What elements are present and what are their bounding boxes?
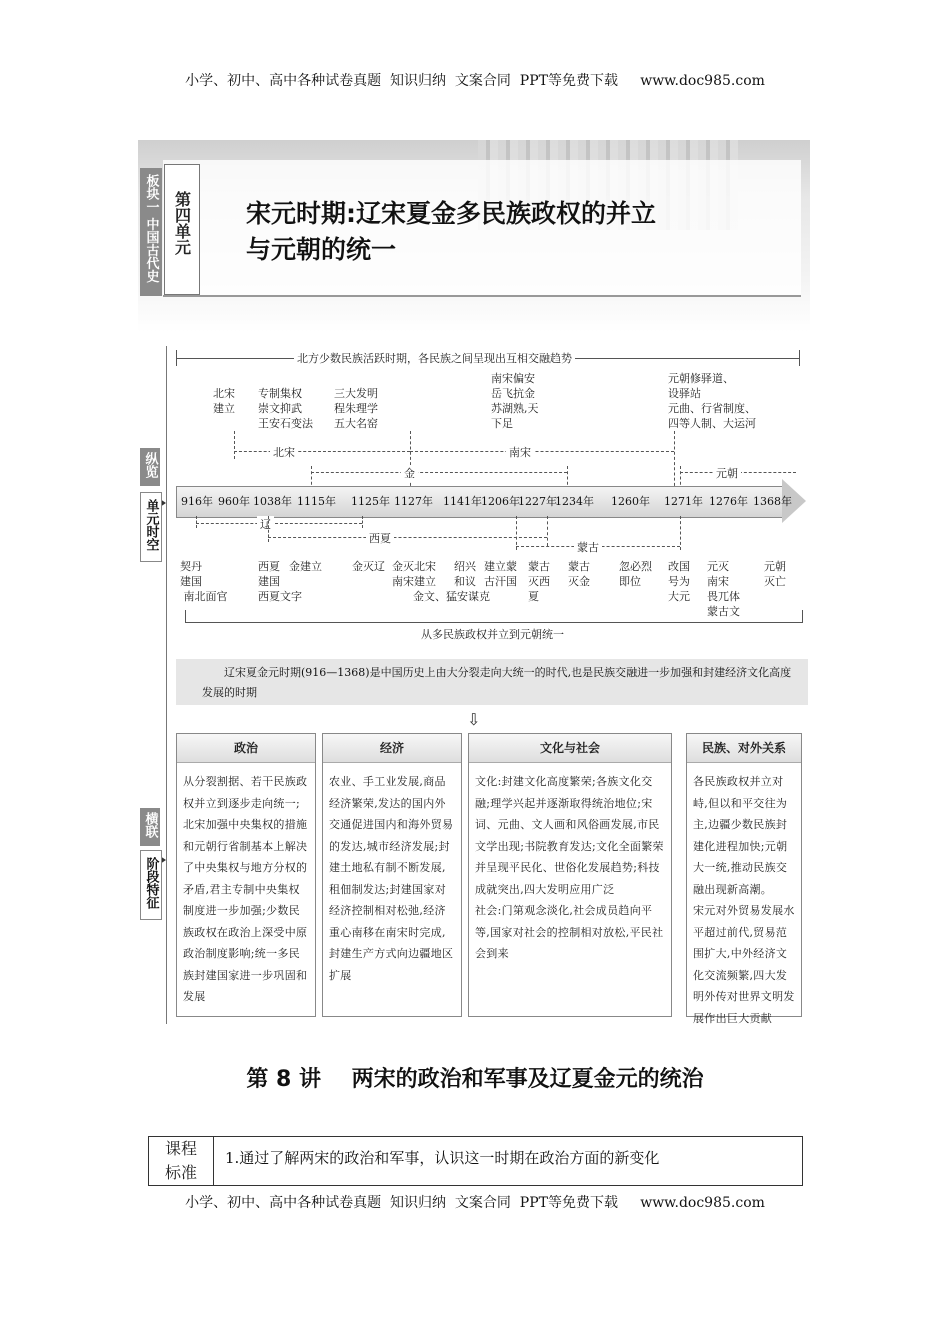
span-tick — [196, 516, 197, 528]
top-bracket-right — [799, 350, 800, 366]
column-body: 各民族政权并立对峙,但以和平交往为主,边疆少数民族封建化进程加快;元朝大一统,推动民族交融出现新高潮。 宋元对外贸易发展水平超过前代,贸易范围扩大,中外经济文化交流频繁,四大发明外传对世界文明发展作出巨大贡献 — [693, 775, 795, 1025]
period-nansong: 南宋 — [506, 444, 534, 460]
event-below: 金灭北宋 南宋建立 金文、猛安谋克 — [392, 560, 490, 603]
tag-tezheng-label: 阶段特征 — [143, 857, 159, 909]
bottom-caption: 从多民族政权并立到元朝统一 — [418, 626, 567, 642]
span-tick — [268, 516, 269, 542]
period-menggu: 蒙古 — [574, 539, 602, 555]
side-divider — [166, 346, 167, 1024]
event-below: 契丹 建国 南北面官 — [180, 560, 228, 603]
curriculum-standard-table — [148, 1136, 803, 1186]
top-caption: 北方少数民族活跃时期，各民族之间呈现出互相交融趋势 — [294, 350, 575, 366]
unit-label: 第四单元 — [172, 191, 192, 255]
year-label: 1141年 — [443, 495, 482, 508]
year-label: 1271年 — [664, 495, 703, 508]
event-below: 改国 号为 大元 — [668, 560, 690, 603]
span-tick — [410, 431, 411, 491]
period-liao: 辽 — [257, 516, 274, 532]
page-footer: 小学、初中、高中各种试卷真题 知识归纳 文案合同 PPT等免费下载 www.doc985.com — [185, 1195, 765, 1211]
page-header: 小学、初中、高中各种试卷真题 知识归纳 文案合同 PPT等免费下载 www.doc985.com — [185, 73, 765, 89]
event-below: 西夏 建国 西夏文字 — [258, 560, 302, 603]
column-title: 文化与社会 — [469, 734, 671, 763]
event-below: 元朝 灭亡 — [764, 560, 786, 588]
year-label: 1260年 — [611, 495, 650, 508]
standard-head: 课程 标准 — [149, 1137, 214, 1185]
column-politics — [176, 733, 316, 1017]
event-below: 忽必烈 即位 — [619, 560, 652, 588]
column-culture — [468, 733, 672, 1017]
span-beisong — [234, 451, 410, 452]
year-label: 1125年 — [351, 495, 390, 508]
column-body: 文化:封建文化高度繁荣;各族文化交融;理学兴起并逐渐取得统治地位;宋词、元曲、文人画和风俗画发展,市民文学出现;书院教育发达;文化全面繁荣并呈现平民化、世俗化发展趋势;科技成就突出,四大发明应用广泛 社会:门第观念淡化,社会成员趋向平等,国家对社会的控制相对放松,平民社会到来 — [475, 775, 664, 960]
event-below: 蒙古 灭金 — [568, 560, 590, 588]
section-tab-label: 板块一 中国古代史 — [143, 174, 159, 283]
span-tick — [674, 431, 675, 491]
event-below: 建立蒙 古汗国 — [484, 560, 517, 588]
era-summary: 辽宋夏金元时期(916—1368)是中国历史上由大分裂走向大统一的时代,也是民族交融进一步加强和封建经济文化高度发展的时期 — [176, 659, 808, 705]
event-above: 北宋 建立 — [213, 387, 235, 415]
event-below: 金灭辽 — [352, 560, 385, 573]
column-title: 民族、对外关系 — [687, 734, 801, 763]
unit-title-line2: 与元朝的统一 — [246, 235, 397, 264]
column-title: 政治 — [177, 734, 315, 763]
period-jin: 金 — [401, 465, 418, 481]
year-label: 1368年 — [753, 495, 792, 508]
tag-shikong-label: 单元时空 — [143, 499, 159, 551]
column-economy — [322, 733, 462, 1017]
year-label: 960年 — [218, 495, 250, 508]
year-label: 1127年 — [394, 495, 433, 508]
event-below: 元灭 南宋 畏兀体 蒙古文 — [707, 560, 740, 618]
event-above: 三大发明 程朱理学 五大名窑 — [334, 387, 378, 430]
year-label: 1234年 — [555, 495, 594, 508]
year-label: 1115年 — [297, 495, 336, 508]
span-tick — [547, 516, 548, 546]
tag-zonglan-label: 纵览 — [142, 452, 158, 478]
span-tick — [362, 516, 363, 528]
column-ethnic — [686, 733, 802, 1025]
span-tick — [516, 516, 517, 550]
event-below: 绍兴 和议 — [454, 560, 476, 588]
span-liao — [196, 523, 362, 524]
event-below: 金建立 — [289, 560, 322, 573]
unit-title — [246, 196, 766, 268]
column-title: 经济 — [323, 734, 461, 763]
span-nansong — [410, 451, 674, 452]
section-tab — [140, 168, 162, 296]
down-arrow-icon: ⇩ — [467, 710, 481, 729]
event-above: 元朝修驿道、 设驿站 元曲、行省制度、 四等人制、大运河 — [668, 372, 756, 430]
span-tick — [680, 516, 681, 550]
tag-zonglan — [140, 448, 160, 486]
top-bracket-left — [176, 350, 177, 366]
year-label: 1276年 — [709, 495, 748, 508]
span-jin — [311, 472, 567, 473]
span-tick — [234, 431, 235, 459]
year-label: 1227年 — [518, 495, 557, 508]
year-label: 916年 — [181, 495, 213, 508]
period-beisong: 北宋 — [270, 444, 298, 460]
year-label: 1206年 — [481, 495, 520, 508]
event-above: 专制集权 崇文抑武 王安石变法 — [258, 387, 313, 430]
span-xixia — [268, 537, 547, 538]
year-label: 1038年 — [253, 495, 292, 508]
tag-henglian — [140, 808, 160, 846]
bottom-bracket-right — [802, 610, 803, 622]
standard-text: 1.通过了解两宋的政治和军事，认识这一时期在政治方面的新变化 — [225, 1149, 660, 1167]
period-xixia: 西夏 — [366, 530, 394, 546]
tag-shikong — [140, 492, 162, 562]
lesson-title: 第 8 讲 两宋的政治和军事及辽夏金元的统治 — [246, 1067, 704, 1092]
bottom-bracket-left — [185, 610, 186, 622]
event-above: 南宋偏安 岳飞抗金 苏湖熟,天 下足 — [491, 372, 539, 430]
tag-henglian-label: 横联 — [142, 812, 158, 838]
tag-tezheng — [140, 850, 162, 920]
column-body: 从分裂割据、若干民族政权并立到逐步走向统一;北宋加强中央集权的措施和元朝行省制基本上解决了中央集权与地方分权的矛盾,君主专制中央集权制度进一步加强;少数民族政权在政治上深受中原政治制度影响;统一多民族封建国家进一步巩固和发展 — [183, 775, 308, 1003]
unit-label-box — [164, 164, 200, 295]
event-below: 蒙古 灭西 夏 — [528, 560, 550, 603]
unit-title-line1: 宋元时期:辽宋夏金多民族政权的并立 — [246, 199, 656, 228]
column-body: 农业、手工业发展,商品经济繁荣,发达的国内外交通促进国内和海外贸易的发达,城市经济发展;封建土地私有制不断发展,租佃制发达;封建国家对经济控制相对松弛,经济重心南移在南宋时完成,封建生产方式向边疆地区扩展 — [329, 775, 454, 982]
bottom-bracket-line — [185, 622, 803, 623]
period-yuan: 元朝 — [713, 465, 741, 481]
